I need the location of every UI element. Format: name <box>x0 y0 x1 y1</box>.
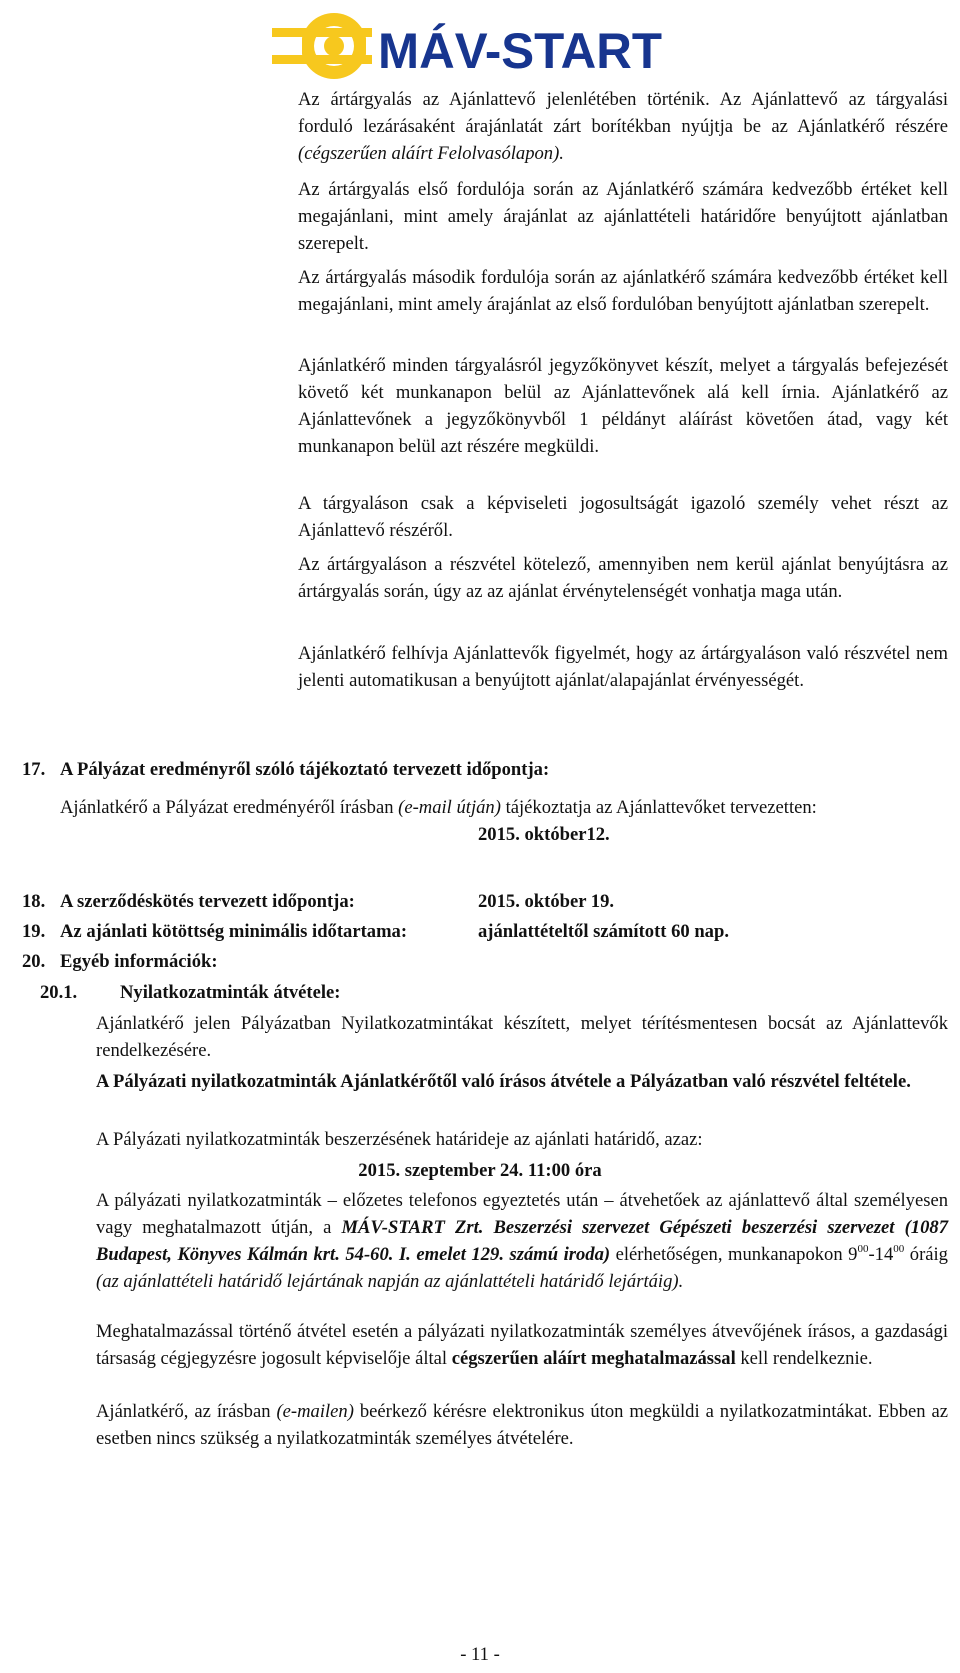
section-19-number: 19. <box>22 921 46 942</box>
paragraph-second-round: Az ártárgyalás második fordulója során az ajánlatkérő számára kedvezőbb értéket kell megajánlani, mint amely árajánlat az első fordulóban benyújtott ajánlatban szerepelt. <box>298 267 948 315</box>
section-20-1-number: 20.1. <box>40 982 78 1003</box>
paragraph-attention: Ajánlatkérő felhívja Ajánlattevők figyelmét, hogy az ártárgyaláson való részvétel nem jelenti automatikusan a benyújtott ajánlat/alapajánlat érvényességét. <box>298 643 948 691</box>
contract-date: 2015. október 19. <box>478 891 615 912</box>
section-20-number: 20. <box>22 951 46 972</box>
section-17-heading: A Pályázat eredményről szóló tájékoztató tervezett időpontja: <box>60 759 550 780</box>
section-17-text: Ajánlatkérő a Pályázat eredményéről írásban (e-mail útján) tájékoztatja az Ajánlattevőket tervezetten: <box>60 797 817 818</box>
section-17-number: 17. <box>22 759 46 780</box>
paragraph-templates-provided: Ajánlatkérő jelen Pályázatban Nyilatkozatmintákat készített, melyet térítésmentesen bocsát az Ajánlattevők rendelkezésére. <box>96 1013 948 1061</box>
result-announcement-date: 2015. október12. <box>478 824 610 845</box>
templates-deadline-date: 2015. szeptember 24. 11:00 óra <box>358 1160 602 1181</box>
paragraph-mandatory-attendance: Az ártárgyaláson a részvétel kötelező, amennyiben nem kerül ajánlat benyújtásra az ártárgyalás során, úgy az az ajánlat érvénytelenségét vonhatja maga után. <box>298 554 948 602</box>
bid-validity-period: ajánlattételtől számított 60 nap. <box>478 921 729 942</box>
paragraph-representation: A tárgyaláson csak a képviseleti jogosultságát igazoló személy vehet részt az Ajánlattevő részéről. <box>298 493 948 541</box>
paragraph-price-negotiation: Az ártárgyalás az Ajánlattevő jelenlétében történik. Az Ajánlattevő az tárgyalási forduló lezárásaként árajánlatát zárt borítékban nyújtja be az Ajánlatkérő részére (cégszerűen aláírt Felolvasólapon). <box>298 89 948 164</box>
paragraph-pickup-location: A pályázati nyilatkozatminták – előzetes telefonos egyeztetés után – átvehetőek az ajánlattevő által személyesen vagy meghatalmazott útján, a MÁV-START Zrt. Beszerzési szervezet Gépészeti beszerzési szervezet (1087 Budapest, Könyves Kálmán krt. 54-60. I. emelet 129. számú iroda) elérhetőségen, munkanapokon $9^{00}-14^{00}$ óráig (az ajánlattételi határidő lejártának napján az ajánlattételi határidő lejártáig). <box>96 1190 948 1292</box>
logo-wordmark: MÁV-START <box>378 23 662 79</box>
section-18-heading: A szerződéskötés tervezett időpontja: <box>60 891 355 912</box>
section-18-number: 18. <box>22 891 46 912</box>
section-20-1-heading: Nyilatkozatminták átvétele: <box>120 982 341 1003</box>
paragraph-email-request: Ajánlatkérő, az írásban (e-mailen) beérkező kérésre elektronikus úton megküldi a nyilatkozatmintákat. Ebben az esetben nincs szükség a nyilatkozatminták személyes átvételére. <box>96 1401 949 1449</box>
paragraph-minutes: Ajánlatkérő minden tárgyalásról jegyzőkönyvet készít, melyet a tárgyalás befejezését követő két munkanapon belül az Ajánlattevőnek alá kell írnia. Ajánlatkérő az Ajánlattevőnek a jegyzőkönyvből 1 példányt aláírást követően átad, vagy két munkanapon belül azt részére megküldi. <box>298 355 948 457</box>
paragraph-templates-condition: A Pályázati nyilatkozatminták Ajánlatkérőtől való írásos átvétele a Pályázatban való részvétel feltétele. <box>96 1071 911 1092</box>
section-20-heading: Egyéb információk: <box>60 951 218 972</box>
paragraph-templates-deadline: A Pályázati nyilatkozatminták beszerzésének határideje az ajánlati határidő, azaz: <box>96 1129 703 1150</box>
paragraph-authorized-pickup: Meghatalmazással történő átvétel esetén a pályázati nyilatkozatminták személyes átvevőjének írásos, a gazdasági társaság cégjegyzésre jogosult képviselője által cégszerűen aláírt meghatalmazással kell rendelkeznie. <box>96 1321 948 1369</box>
page-number: - 11 - <box>460 1644 500 1665</box>
section-19-heading: Az ajánlati kötöttség minimális időtartama: <box>60 921 408 942</box>
mav-start-logo <box>272 6 672 86</box>
paragraph-first-round: Az ártárgyalás első fordulója során az Ajánlatkérő számára kedvezőbb értéket kell megajánlani, mint amely árajánlat az ajánlattételi határidőre benyújtott ajánlatban szerepelt. <box>298 179 948 254</box>
